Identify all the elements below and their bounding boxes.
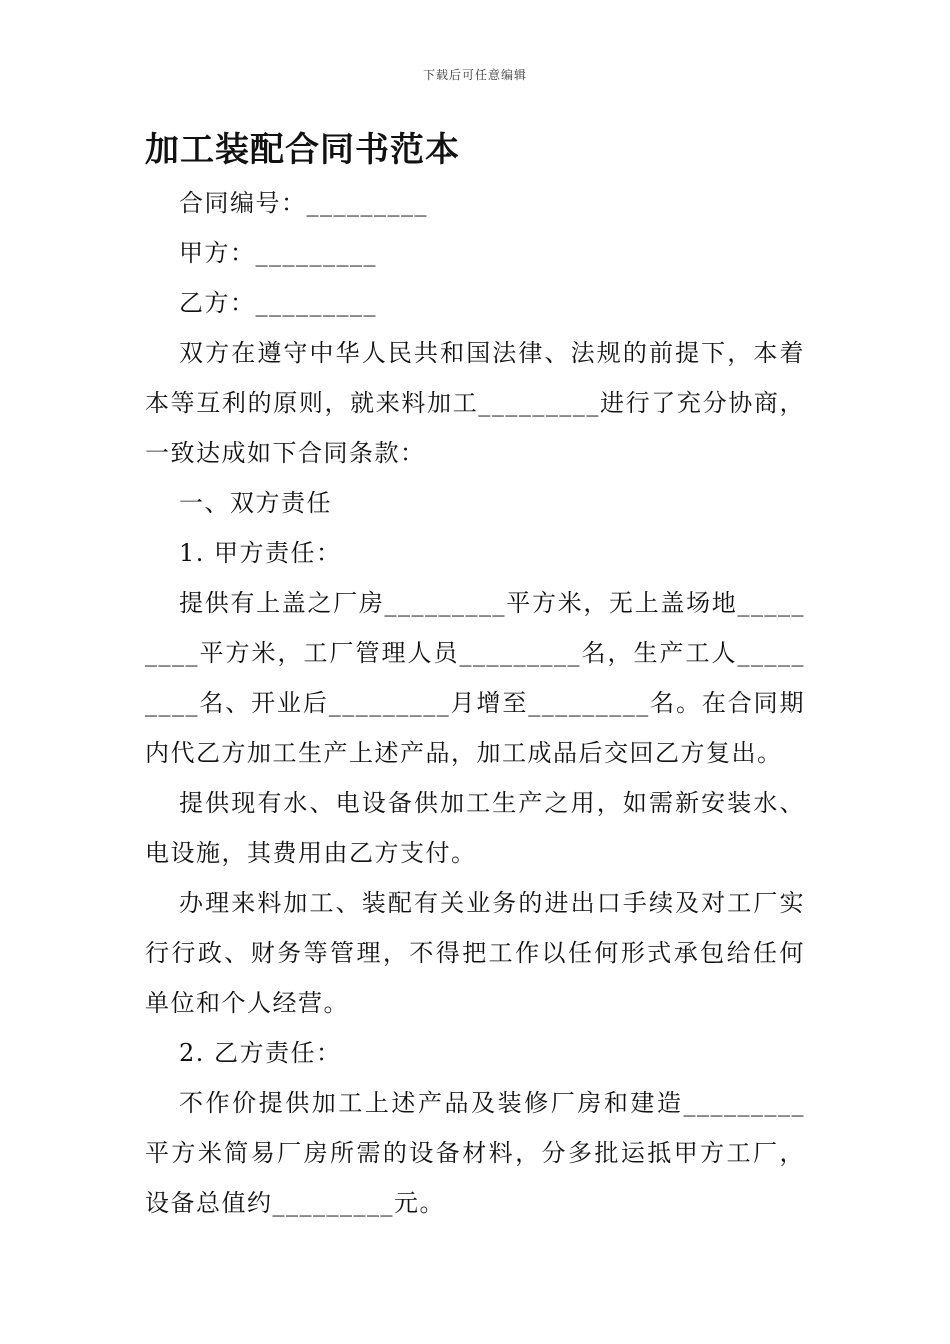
header-note: 下载后可任意编辑 [422, 68, 527, 82]
subheading-party-b: 2. 乙方责任： [179, 1039, 342, 1067]
subheading-party-a: 1. 甲方责任： [179, 539, 342, 567]
party-a-clause-utilities: 提供现有水、电设备供加工生产之用，如需新安装水、电设施，其费用由乙方支付。 [145, 789, 805, 867]
contract-number-line: 合同编号：_________ [179, 189, 428, 217]
section-heading-responsibilities: 一、双方责任 [179, 489, 332, 517]
party-a-clause-management: 办理来料加工、装配有关业务的进出口手续及对工厂实行行政、财务等管理，不得把工作以任何形式承包给任何单位和个人经营。 [145, 889, 805, 1017]
party-b-clause-equipment: 不作价提供加工上述产品及装修厂房和建造_________平方米简易厂房所需的设备材料，分多批运抵甲方工厂，设备总值约_________元。 [145, 1089, 805, 1217]
party-a-line: 甲方：_________ [179, 239, 377, 267]
preamble-paragraph: 双方在遵守中华人民共和国法律、法规的前提下，本着本等互利的原则，就来料加工_________进行了充分协商，一致达成如下合同条款： [145, 339, 805, 467]
party-b-line: 乙方：_________ [179, 289, 377, 317]
document-title: 加工装配合同书范本 [145, 130, 460, 170]
party-a-clause-facilities: 提供有上盖之厂房_________平方米，无上盖场地_________平方米，工厂管理人员_________名，生产工人_________名、开业后_________月增至_________名。在合同期内代乙方加工生产上述产品，加工成品后交回乙方复出。 [145, 589, 805, 767]
document-body [145, 122, 805, 1228]
